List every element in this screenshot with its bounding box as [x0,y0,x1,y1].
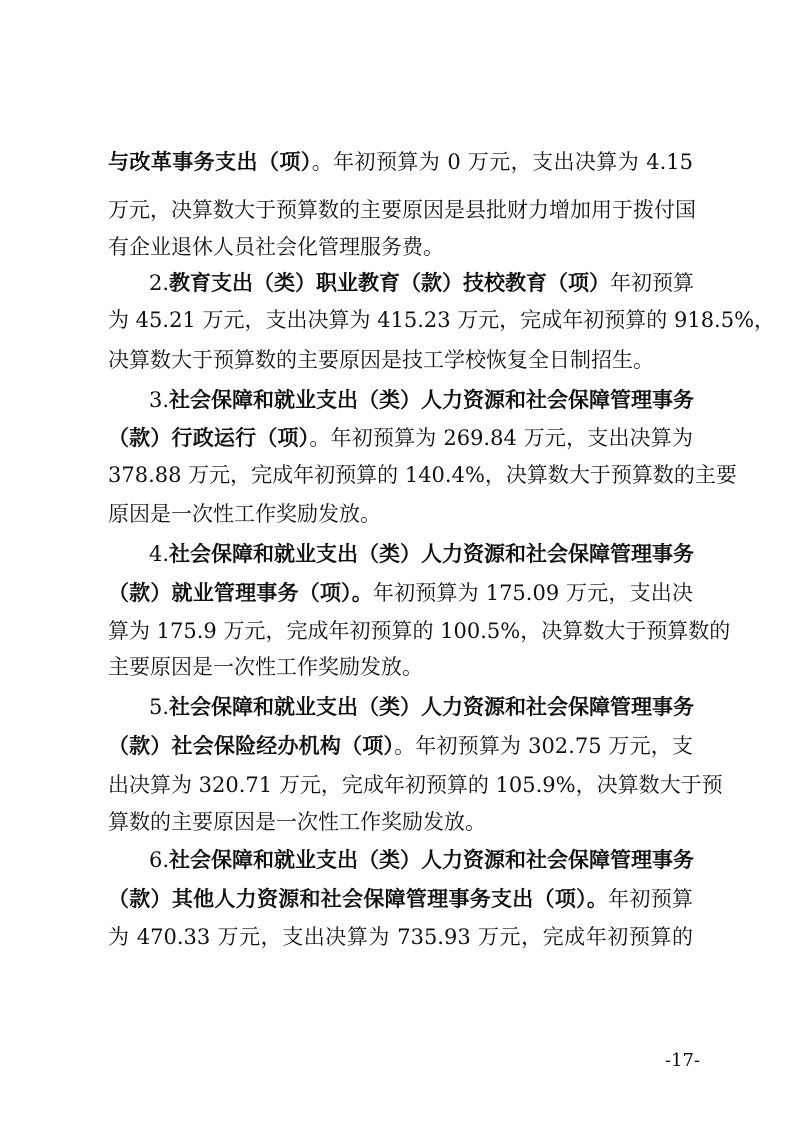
text-line [108,232,693,262]
text-line [108,345,693,375]
bold-text-segment: （款）就业管理事务（项）。 [108,580,373,605]
text-segment: 年初预算为 175.09 万元，支出决 [372,581,693,605]
bold-text-segment: （款）其他人力资源和社会保障管理事务支出（项）。 [108,886,609,911]
text-line [108,884,693,914]
text-line [108,922,693,952]
text-segment: 。年初预算为 269.84 万元，支出决算为 [309,426,693,450]
text-segment: 年初预算 [608,887,694,911]
page-number: -17- [664,1050,700,1071]
text-line [108,578,693,608]
text-segment: 378.88 万元，完成年初预算的 140.4%，决算数大于预算数的主要 [108,463,737,487]
bold-text-segment: （款）行政运行（项） [108,425,310,450]
text-line [108,770,723,800]
text-segment: 2. [149,271,170,295]
text-line [149,385,693,415]
text-segment: 4. [149,542,170,566]
text-segment: 为 45.21 万元，支出决算为 415.23 万元，完成年初预算的 918.5%， [108,308,776,332]
text-line [149,692,693,722]
text-line [108,147,693,177]
text-segment: 决算数大于预算数的主要原因是技工学校恢复全日制招生。 [108,348,654,372]
text-segment: 万元，决算数大于预算数的主要原因是县批财力增加用于拨付国 [108,198,696,222]
text-line [108,616,731,646]
bold-text-segment: 与改革事务支出（项） [108,149,312,174]
text-line [149,268,693,298]
text-line [149,845,693,875]
text-line [108,652,693,682]
bold-text-segment: 社会保障和就业支出（类）人力资源和社会保障管理事务 [169,541,695,566]
text-line [108,195,696,225]
text-segment: 主要原因是一次性工作奖励发放。 [108,655,423,679]
bold-text-segment: 社会保障和就业支出（类）人力资源和社会保障管理事务 [169,387,695,412]
text-segment: 年初预算 [610,271,695,295]
text-segment: 算数的主要原因是一次性工作奖励发放。 [108,810,486,834]
bold-text-segment: 社会保障和就业支出（类）人力资源和社会保障管理事务 [169,847,695,872]
text-segment: 。年初预算为 0 万元，支出决算为 4.15 [311,150,693,174]
text-segment: 6. [149,848,170,872]
bold-text-segment: 社会保障和就业支出（类）人力资源和社会保障管理事务 [169,694,695,719]
text-line [108,807,693,837]
text-line [108,423,693,453]
text-segment: 为 470.33 万元，支出决算为 735.93 万元，完成年初预算的 [108,925,693,949]
bold-text-segment: （款）社会保险经办机构（项） [108,733,395,758]
text-line [149,539,693,569]
text-segment: 3. [149,388,170,412]
text-segment: 5. [149,695,170,719]
text-line [108,305,776,335]
text-segment: 算为 175.9 万元，完成年初预算的 100.5%，决算数大于预算数的 [108,619,731,643]
text-segment: 。年初预算为 302.75 万元，支 [394,734,693,758]
text-segment: 原因是一次性工作奖励发放。 [108,502,381,526]
text-line [108,731,693,761]
text-line [108,460,737,490]
text-segment: 出决算为 320.71 万元，完成年初预算的 105.9%，决算数大于预 [108,773,723,797]
text-line [108,499,693,529]
text-segment: 有企业退休人员社会化管理服务费。 [108,235,444,259]
bold-text-segment: 教育支出（类）职业教育（款）技校教育（项） [169,270,611,295]
